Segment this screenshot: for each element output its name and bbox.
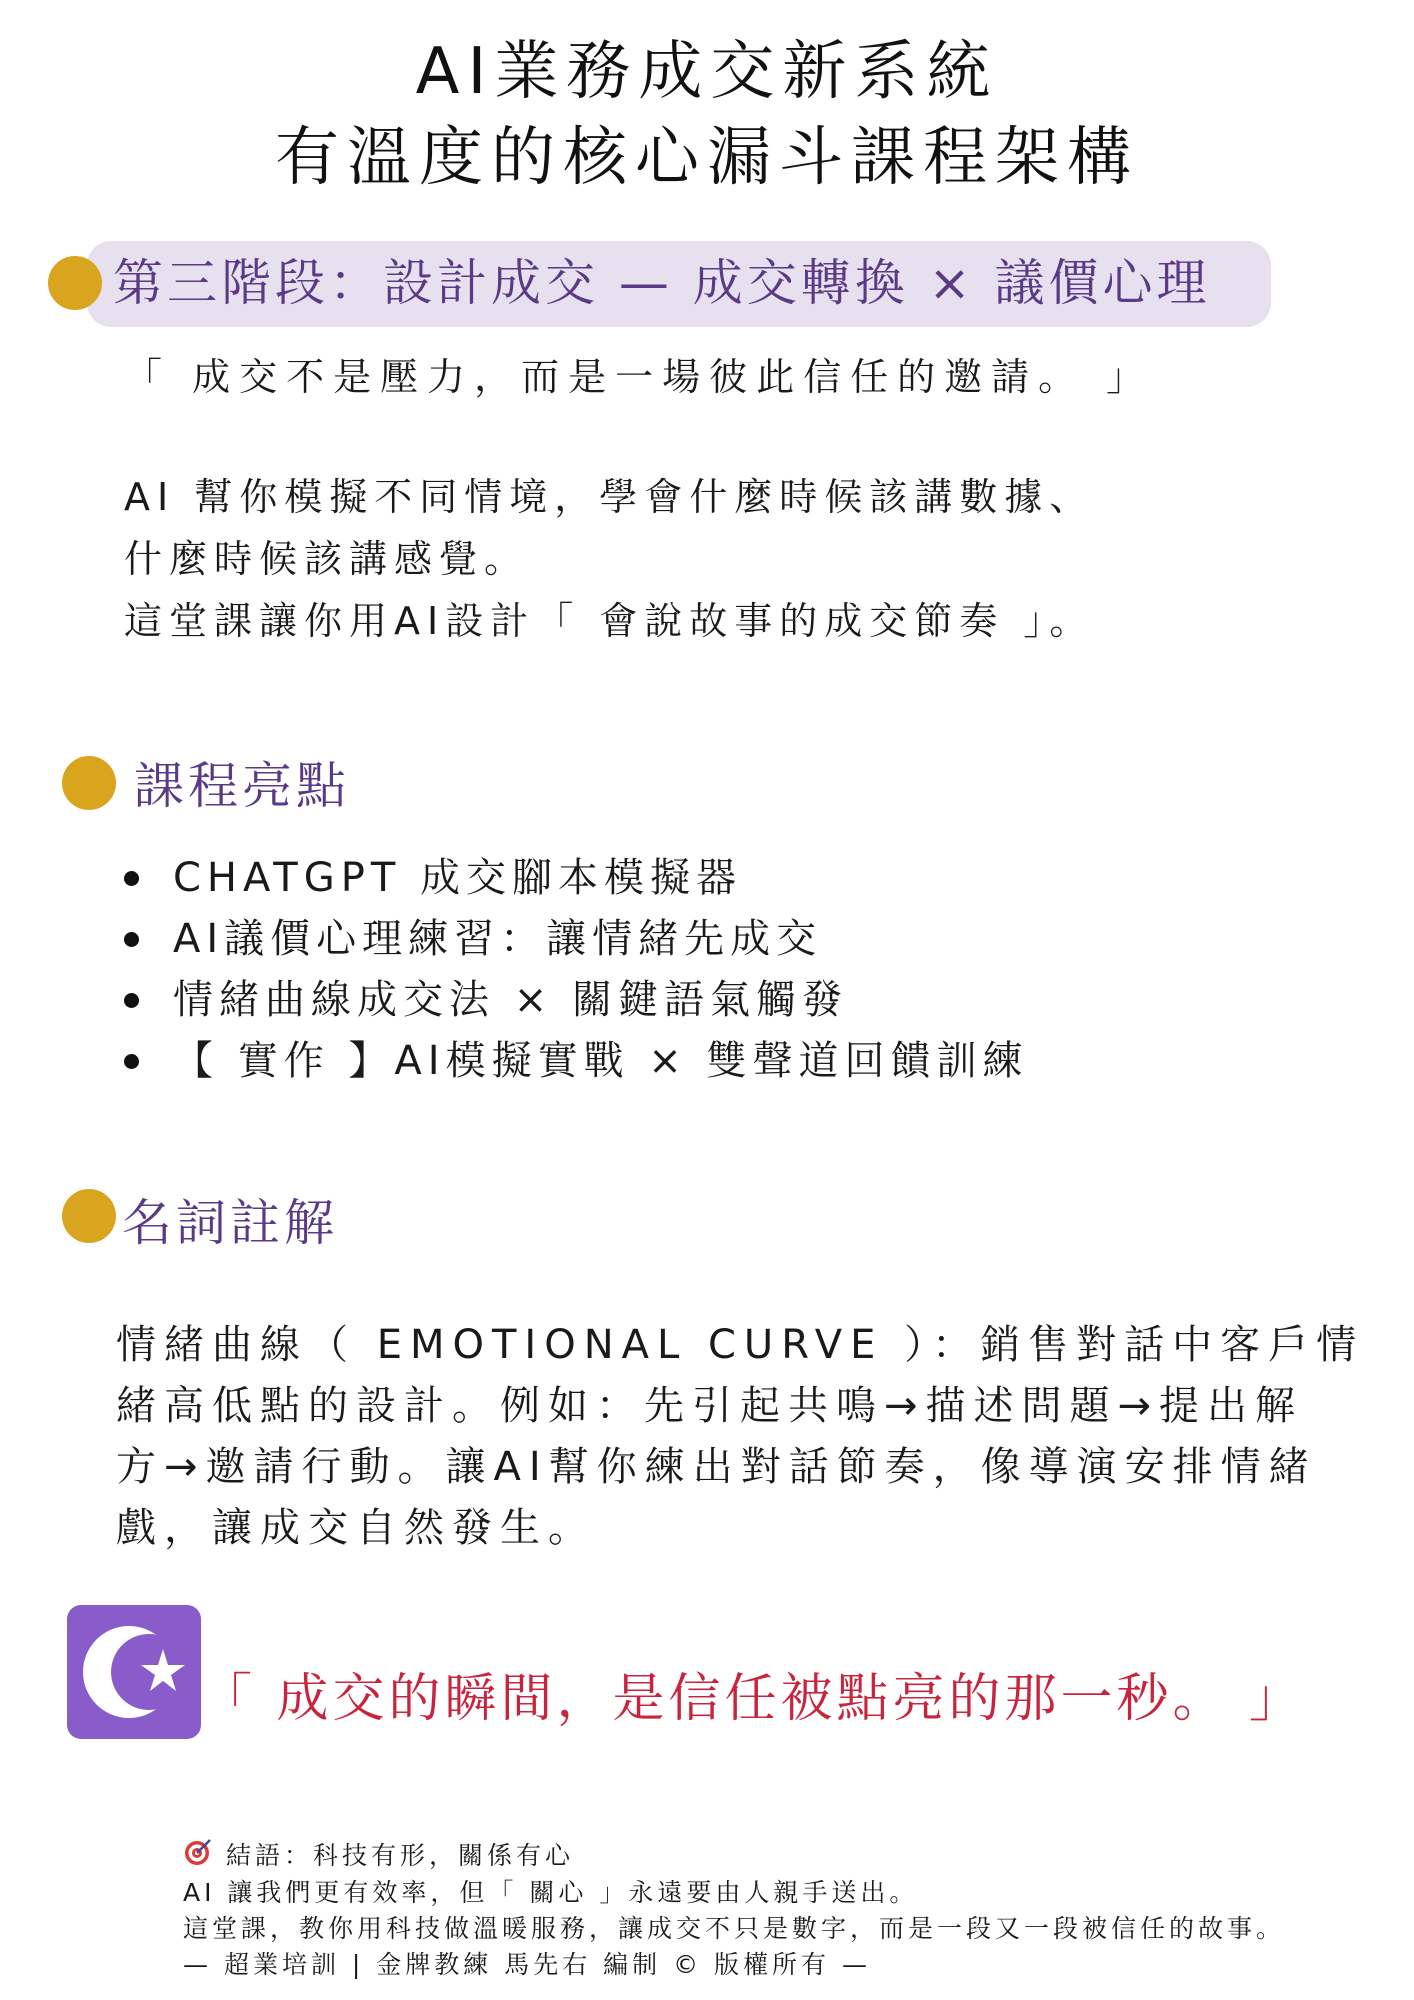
- list-item: [124, 970, 1029, 1031]
- bullet-dot-icon: [62, 1189, 116, 1243]
- glossary-text: [116, 1315, 1365, 1559]
- footer-line2: AI 讓我們更有效率，但「 關心 」永遠要由人親手送出。: [183, 1878, 919, 1907]
- target-icon: [183, 1837, 213, 1867]
- page-title-line1: AI業務成交新系統: [415, 35, 999, 109]
- page-title-line2: 有溫度的核心漏斗課程架構: [275, 121, 1139, 195]
- highlights-title: 課程亮點: [134, 757, 350, 815]
- list-item-text: 情緒曲線成交法 × 關鍵語氣觸發: [173, 977, 848, 1023]
- moon-star-icon: [67, 1605, 201, 1739]
- glossary-line: 方→邀請行動。讓AI幫你練出對話節奏，像導演安排情緒: [116, 1444, 1317, 1490]
- closing-quote: 「 成交的瞬間，是信任被點亮的那一秒。 」: [200, 1669, 1306, 1729]
- glossary-title: 名詞註解: [122, 1194, 338, 1252]
- list-item-text: AI議價心理練習：讓情緒先成交: [173, 916, 823, 962]
- list-item-text: 【 實作 】AI模擬實戰 × 雙聲道回饋訓練: [173, 1038, 1029, 1084]
- bullet-dot-icon: [62, 756, 116, 810]
- bullet-icon: [124, 1054, 139, 1069]
- bullet-icon: [124, 871, 139, 886]
- bullet-icon: [124, 932, 139, 947]
- footer-line1: 結語：科技有形，關係有心: [226, 1841, 575, 1870]
- list-item: [124, 909, 1029, 970]
- bullet-icon: [124, 993, 139, 1008]
- stage-paragraph-line1: AI 幫你模擬不同情境，學會什麼時候該講數據、: [124, 475, 1095, 519]
- stage-quote: 「 成交不是壓力，而是一場彼此信任的邀請。 」: [124, 355, 1154, 399]
- glossary-line: 緒高低點的設計。例如：先引起共鳴→描述問題→提出解: [116, 1383, 1304, 1429]
- stage-paragraph-line2: 什麼時候該講感覺。: [124, 537, 530, 581]
- glossary-line: 戲，讓成交自然發生。: [116, 1505, 596, 1551]
- list-item: [124, 1031, 1029, 1092]
- glossary-line: 情緒曲線（ EMOTIONAL CURVE ）：銷售對話中客戶情: [116, 1322, 1365, 1368]
- footer-line4: — 超業培訓 | 金牌教練 馬先右 編制 © 版權所有 —: [183, 1950, 871, 1979]
- list-item: [124, 848, 1029, 909]
- footer-line3: 這堂課，教你用科技做溫暖服務，讓成交不只是數字，而是一段又一段被信任的故事。: [183, 1914, 1286, 1943]
- highlights-list: [124, 848, 1029, 1092]
- bullet-dot-icon: [48, 256, 102, 310]
- stage-paragraph-line3: 這堂課讓你用AI設計「 會說故事的成交節奏 」。: [124, 599, 1095, 643]
- stage-heading: 第三階段：設計成交 — 成交轉換 × 議價心理: [113, 254, 1211, 312]
- list-item-text: CHATGPT 成交腳本模擬器: [173, 855, 742, 901]
